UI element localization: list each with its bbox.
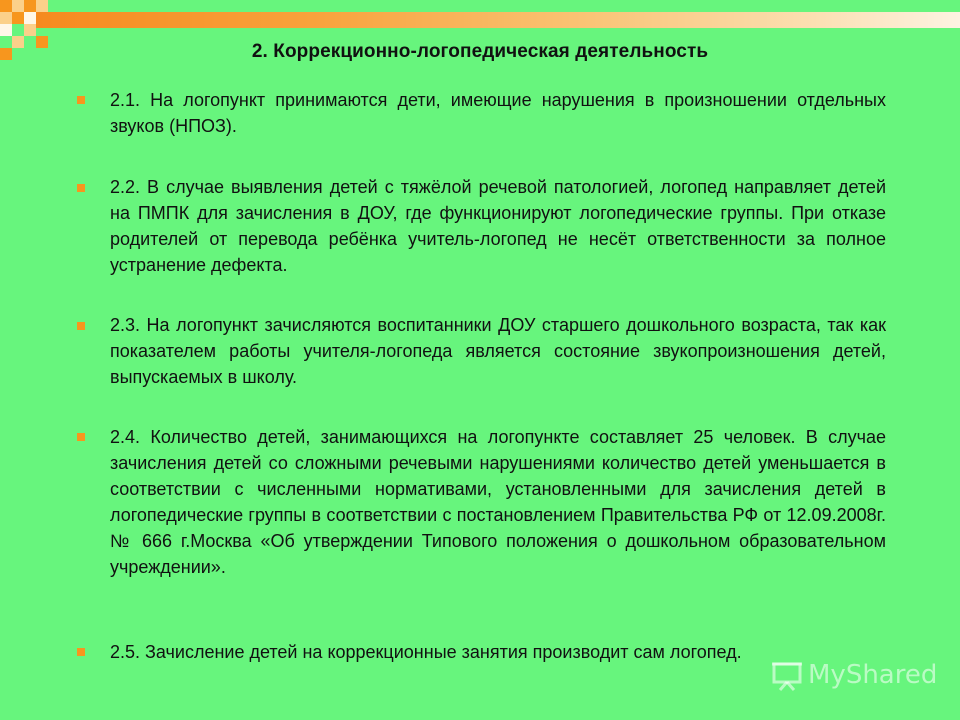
corner-square [24, 24, 36, 36]
corner-square [0, 12, 12, 24]
watermark-text: MyShared [808, 660, 938, 690]
bullet-marker [77, 433, 85, 441]
bullet-marker [77, 184, 85, 192]
corner-square [12, 0, 24, 12]
corner-square [0, 0, 12, 12]
list-item: 2.5. Зачисление детей на коррекционные занятия производит сам логопед. [110, 642, 742, 662]
watermark [770, 658, 937, 692]
corner-square [24, 12, 36, 24]
bullet-marker [77, 648, 85, 656]
slide-title: 2. Коррекционно-логопедическая деятельность [251, 41, 709, 62]
presentation-board-icon [770, 658, 804, 692]
bullet-marker [77, 322, 85, 330]
list-item: 2.4. Количество детей, занимающихся на логопункте составляет 25 человек. В случае зачисления детей со сложными речевыми нарушениями количество детей уменьшается в соответствии с численными нормативами, установленными для зачисления детей в логопедические группы в соответствии с постановлением Правительства РФ от 12.09.2008г. № 666 г.Москва «Об утверждении Типового положения о дошкольном образовательном учреждении». [110, 427, 886, 577]
list-item: 2.2. В случае выявления детей с тяжёлой речевой патологией, логопед направляет детей на ПМПК для зачисления в ДОУ, где функционируют логопедические группы. При отказе родителей от перевода ребёнка учитель-логопед не несёт ответственности за полное устранение дефекта. [110, 177, 886, 275]
list-item: 2.1. На логопункт принимаются дети, имеющие нарушения в произношении отдельных звуков (НПОЗ). [110, 90, 886, 136]
list-item: 2.3. На логопункт зачисляются воспитанники ДОУ старшего дошкольного возраста, так как показателем работы учителя-логопеда является состояние звукопроизношения детей, выпускаемых в школу. [110, 315, 886, 387]
corner-square [0, 24, 12, 36]
corner-square [24, 0, 36, 12]
header-gradient-bar [36, 12, 960, 28]
bullet-marker [77, 96, 85, 104]
corner-square [12, 12, 24, 24]
corner-square [36, 0, 48, 12]
